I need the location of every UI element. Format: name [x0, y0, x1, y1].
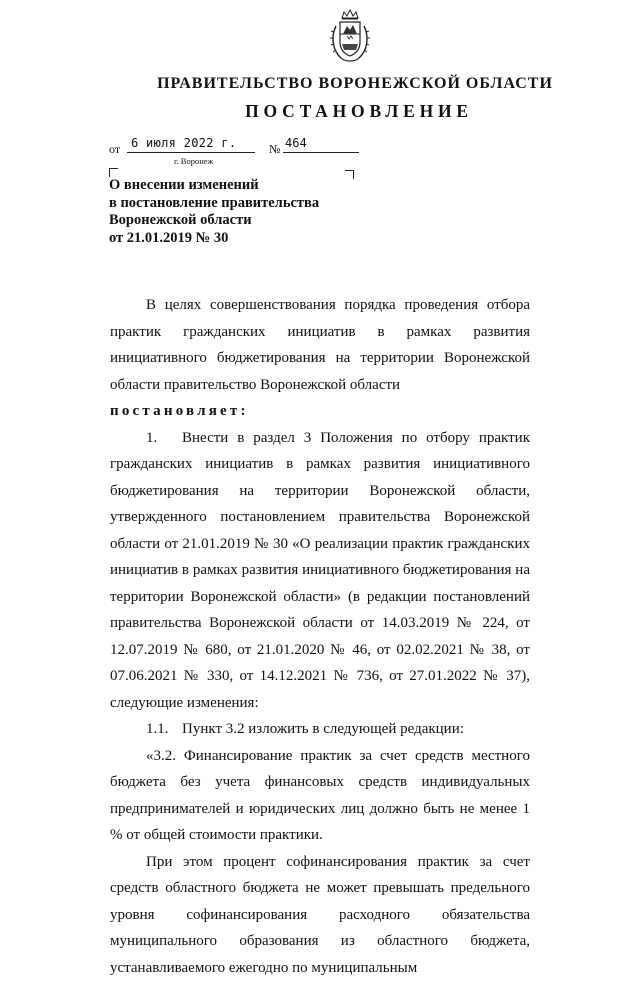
- quote-paragraph: [110, 743, 530, 849]
- subject-line: в постановление правительства: [109, 195, 319, 213]
- subject-line: Воронежской области: [109, 212, 319, 230]
- subject-line: О внесении изменений: [109, 177, 319, 195]
- item-1-number: 1.: [146, 425, 182, 452]
- date-number-row: [109, 136, 369, 156]
- number-prefix: №: [269, 142, 280, 157]
- item-1-1-paragraph: [110, 716, 530, 743]
- government-title: ПРАВИТЕЛЬСТВО ВОРОНЕЖСКОЙ ОБЛАСТИ: [0, 75, 640, 93]
- document-subject: [109, 177, 319, 247]
- continuation-text: При этом процент софинансирования практик за счет средств областного бюджета не может превышать предельного уровня софинансирования расходного обязательства муниципального образования из областного бюджета, устанавливаемого ежегодно по муниципальным: [110, 854, 530, 976]
- subject-corner-right: [345, 170, 354, 179]
- resolves-paragraph: [110, 398, 530, 425]
- subject-corner-left: [109, 168, 118, 177]
- item-1-text: Внести в раздел 3 Положения по отбору практик гражданских инициатив в рамках развития инициативного бюджетирования на территории Воронежской области, утвержденного постановлением правительства Воронежской области от 21.01.2019 № 30 «О реализации практик гражданских инициатив в рамках развития инициативного бюджетирования на территории Воронежской области» (в редакции постановлений правительства Воронежской области от 14.03.2019 № 224, от 12.07.2019 № 680, от 21.01.2020 № 46, от 02.02.2021 № 38, от 07.06.2021 № 330, от 14.12.2021 № 736, от 27.01.2022 № 37), следующие изменения:: [110, 430, 530, 711]
- item-1-1-number: 1.1.: [146, 716, 182, 743]
- subject-line: от 21.01.2019 № 30: [109, 230, 319, 248]
- item-1-paragraph: [110, 425, 530, 717]
- item-1-1-text: Пункт 3.2 изложить в следующей редакции:: [182, 721, 464, 737]
- document-number: 464: [285, 136, 307, 150]
- quote-text: «3.2. Финансирование практик за счет средств местного бюджета без учета финансовых средств индивидуальных предпринимателей и юридических лиц должно быть не менее 1 % от общей стоимости практики.: [110, 748, 530, 844]
- continuation-paragraph: [110, 849, 530, 981]
- resolves-keyword: постановляет:: [110, 403, 249, 419]
- number-underline: [283, 152, 359, 153]
- document-date: 6 июля 2022 г.: [131, 136, 236, 150]
- coat-of-arms-emblem: [327, 8, 373, 66]
- city-label: г. Воронеж: [174, 156, 213, 166]
- intro-text: В целях совершенствования порядка проведения отбора практик гражданских инициатив в рамках развития инициативного бюджетирования на территории Воронежской области правительство Воронежской области: [110, 297, 530, 393]
- document-body: [110, 292, 530, 981]
- document-kind: ПОСТАНОВЛЕНИЕ: [0, 101, 640, 122]
- date-prefix: от: [109, 142, 120, 157]
- date-underline: [127, 152, 255, 153]
- intro-paragraph: [110, 292, 530, 398]
